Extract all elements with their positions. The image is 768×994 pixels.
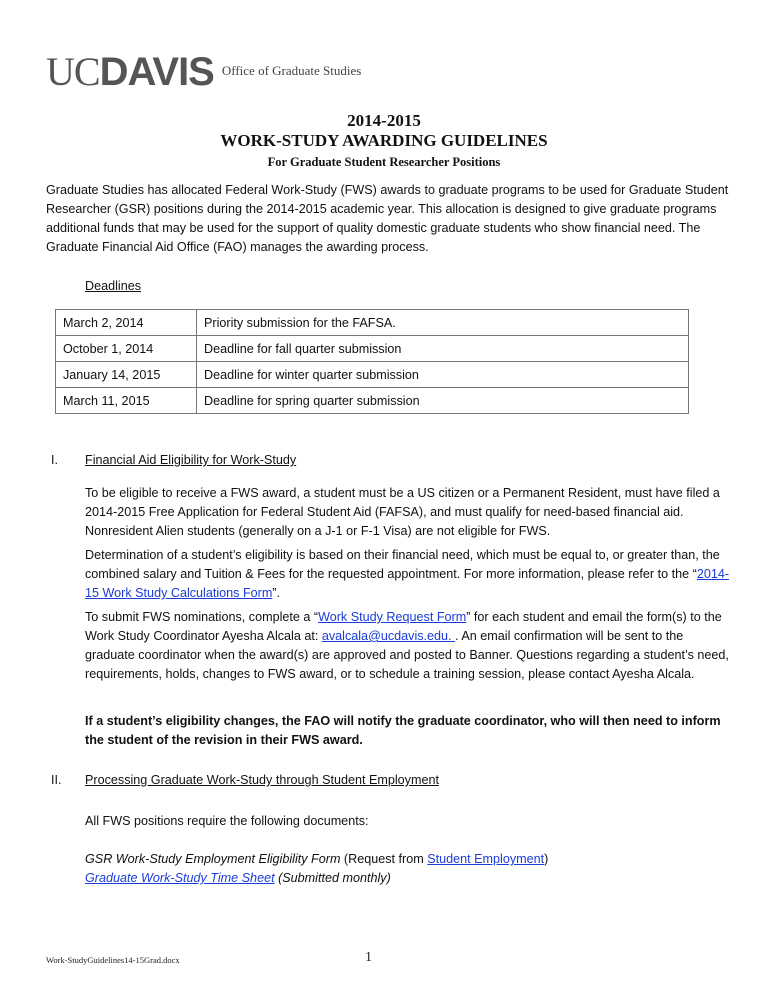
eligibility-form-line: GSR Work-Study Employment Eligibility Form (Request from Student Employment) (85, 852, 549, 866)
deadline-date: March 2, 2014 (56, 310, 197, 336)
document-title: WORK-STUDY AWARDING GUIDELINES (220, 131, 548, 150)
eligibility-form-name: GSR Work-Study Employment Eligibility Form (85, 852, 341, 866)
table-row (56, 336, 689, 362)
deadline-description: Deadline for fall quarter submission (197, 336, 689, 362)
deadline-date: January 14, 2015 (56, 362, 197, 388)
time-sheet-link[interactable]: Graduate Work-Study Time Sheet (85, 871, 275, 885)
request-form-link[interactable]: Work Study Request Form (318, 610, 467, 624)
footer-filename: Work-StudyGuidelines14-15Grad.docx (46, 955, 180, 965)
deadline-description: Deadline for spring quarter submission (197, 388, 689, 414)
required-documents-intro: All FWS positions require the following documents: (85, 814, 369, 828)
deadline-description: Priority submission for the FAFSA. (197, 310, 689, 336)
section-1-title: Financial Aid Eligibility for Work-Study (85, 453, 297, 467)
table-row (56, 388, 689, 414)
table-row (56, 362, 689, 388)
logo-uc: UC (46, 49, 100, 94)
document-year: 2014-2015 (347, 111, 421, 130)
eligibility-change-notice: If a student’s eligibility changes, the FAO will notify the graduate coordinator, who will then need to inform the student of the revision in their FWS award. (85, 714, 721, 747)
deadline-date: October 1, 2014 (56, 336, 197, 362)
logo-davis: DAVIS (99, 50, 214, 94)
time-sheet-line: Graduate Work-Study Time Sheet (Submitted monthly) (85, 871, 391, 885)
table-row (56, 310, 689, 336)
document-subtitle: For Graduate Student Researcher Positions (267, 155, 501, 169)
determination-paragraph: Determination of a student’s eligibility is based on their financial need, which must be equal to, or greater than, the combined salary and Tuition & Fees for the requested appointment. For more information, please refer to the “2014-15 Work Study Calculations Form”. (85, 548, 730, 600)
section-1-number: I. (51, 453, 58, 467)
deadlines-table (55, 309, 689, 414)
deadline-date: March 11, 2015 (56, 388, 197, 414)
section-2-title: Processing Graduate Work-Study through Student Employment (85, 773, 439, 787)
intro-paragraph: Graduate Studies has allocated Federal Work-Study (FWS) awards to graduate programs to be used for Graduate Student Researcher (GSR) positions during the 2014-2015 academic year. This allocation is designed to give graduate programs additional funds that may be used for the support of quality domestic graduate students who show financial need. The Graduate Financial Aid Office (FAO) manages the awarding process. (46, 183, 729, 254)
page-number: 1 (365, 950, 372, 965)
student-employment-link[interactable]: Student Employment (427, 852, 545, 866)
calculations-form-link[interactable]: 2014-15 Work Study Calculations Form (85, 567, 730, 600)
coordinator-email-link[interactable]: avalcala@ucdavis.edu. (321, 629, 456, 643)
submission-paragraph: To submit FWS nominations, complete a “Work Study Request Form” for each student and email the form(s) to the Work Study Coordinator Ayesha Alcala at: avalcala@ucdavis.edu. . An email confirmation will be sent to the graduate coordinator when the award(s) are approved and posted to Banner. Questions regarding a student’s need, requirements, holds, changes to FWS award, or to schedule a training session, please contact Ayesha Alcala. (85, 610, 729, 681)
deadline-description: Deadline for winter quarter submission (197, 362, 689, 388)
logo-office-text: Office of Graduate Studies (221, 63, 362, 78)
eligibility-paragraph: To be eligible to receive a FWS award, a student must be a US citizen or a Permanent Resident, must have filed a 2014-2015 Free Application for Federal Student Aid (FAFSA), and must qualify for need-based financial aid. Nonresident Alien students (generally on a J-1 or F-1 Visa) are not eligible for FWS. (85, 486, 720, 538)
ucdavis-logo (46, 49, 362, 94)
section-2-number: II. (51, 773, 62, 787)
deadlines-heading: Deadlines (85, 279, 142, 293)
